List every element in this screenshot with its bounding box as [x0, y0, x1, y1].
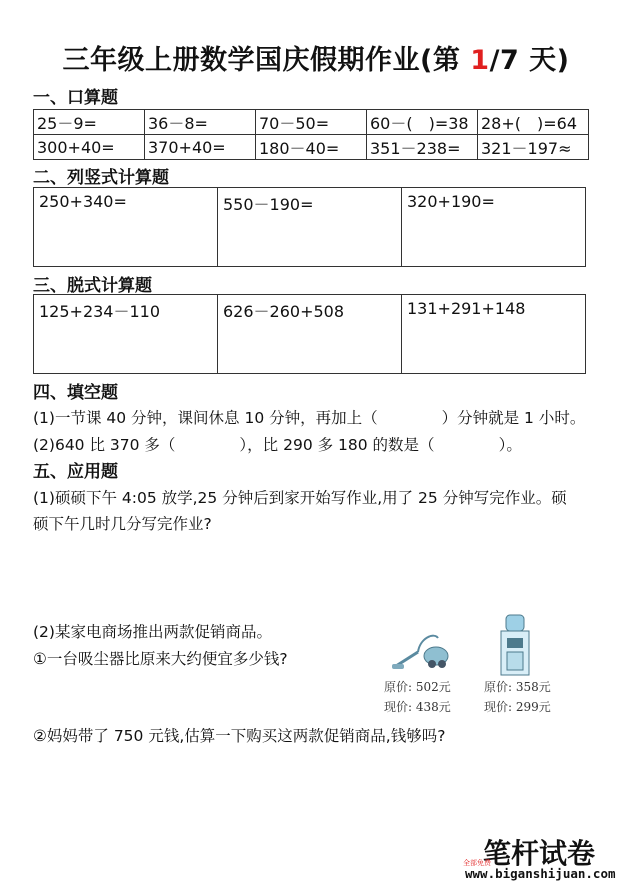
vertical-cell: 250+340=	[34, 188, 218, 267]
stepwise-cell: 131+291+148	[402, 295, 586, 374]
vertical-cell: 320+190=	[402, 188, 586, 267]
oral-cell: 321－197≈	[478, 135, 589, 160]
stepwise-cell: 125+234－110	[34, 295, 218, 374]
section-vertical-heading: 二、列竖式计算题	[33, 168, 169, 188]
vacuum-price	[384, 677, 451, 717]
stepwise-cell: 626－260+508	[218, 295, 402, 374]
oral-cell: 70－50=	[256, 110, 367, 135]
stepwise-table	[33, 294, 586, 374]
brand-logo-text: 笔杆试卷	[483, 837, 596, 870]
section-apply-heading: 五、应用题	[33, 462, 118, 482]
brand-url: www.biganshijuan.com	[465, 866, 616, 881]
section-oral-heading: 一、口算题	[33, 88, 118, 108]
vertical-table	[33, 187, 586, 267]
oral-table	[33, 109, 589, 160]
oral-cell: 25－9=	[34, 110, 145, 135]
dispenser-original-price: 原价: 358元	[484, 680, 551, 694]
water-dispenser-image	[498, 614, 532, 676]
brand-tag: 全部免费	[463, 859, 491, 867]
vacuum-current-price: 现价: 438元	[384, 700, 451, 714]
vacuum-original-price: 原价: 502元	[384, 680, 451, 694]
section-stepwise-heading: 三、脱式计算题	[33, 276, 152, 296]
page-title: 三年级上册数学国庆假期作业(第 1/7 天)	[62, 45, 570, 76]
oral-cell: 370+40=	[145, 135, 256, 160]
section-fill-heading: 四、填空题	[33, 383, 118, 403]
oral-cell: 36－8=	[145, 110, 256, 135]
oral-cell: 180－40=	[256, 135, 367, 160]
fill-question-2: (2)640 比 370 多（ ），比 290 多 180 的数是（ ）。	[33, 436, 522, 454]
dispenser-price	[484, 677, 551, 717]
oral-cell: 60－( )=38	[367, 110, 478, 135]
dispenser-current-price: 现价: 299元	[484, 700, 551, 714]
apply-q1-line2: 硕下午几时几分写完作业?	[33, 515, 212, 533]
oral-cell: 300+40=	[34, 135, 145, 160]
vertical-cell: 550－190=	[218, 188, 402, 267]
vacuum-cleaner-image	[390, 628, 452, 672]
oral-cell: 28+( )=64	[478, 110, 589, 135]
oral-cell: 351－238=	[367, 135, 478, 160]
day-number: 1	[470, 45, 490, 76]
apply-q2-sub1: ①一台吸尘器比原来大约便宜多少钱?	[33, 650, 288, 668]
apply-q2-intro: (2)某家电商场推出两款促销商品。	[33, 623, 272, 641]
apply-q1-line1: (1)硕硕下午 4:05 放学,25 分钟后到家开始写作业,用了 25 分钟写完作业。硕	[33, 489, 567, 507]
apply-q2-sub2: ②妈妈带了 750 元钱,估算一下购买这两款促销商品,钱够吗?	[33, 727, 446, 745]
fill-question-1: (1)一节课 40 分钟，课间休息 10 分钟，再加上（ ）分钟就是 1 小时。	[33, 409, 586, 427]
